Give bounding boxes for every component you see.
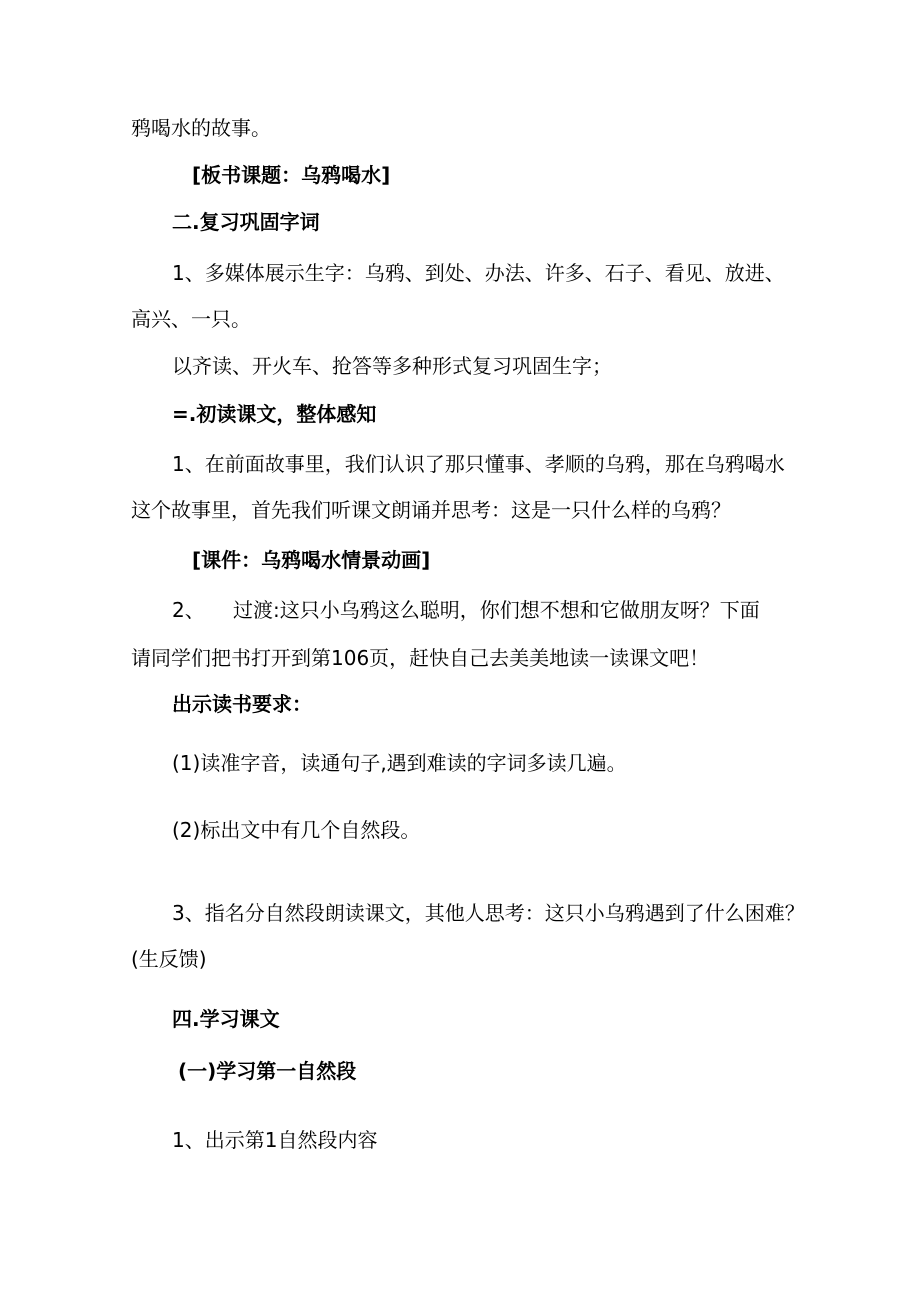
text-line: 以齐读、开火车、抢答等多种形式复习巩固生字； [172, 354, 612, 378]
list-number: 2、 [172, 598, 205, 622]
text-line: 1、在前面故事里，我们认识了那只懂事、孝顺的乌鸦，那在乌鸦喝水 [172, 452, 785, 476]
text-line: 这个故事里，首先我们听课文朗诵并思考：这是一只什么样的乌鸦？ [131, 498, 731, 522]
text-line: 请同学们把书打开到第106页，赶快自己去美美地读一读课文吧！ [131, 646, 710, 670]
courseware-note: [课件：乌鸦喝水情景动画] [192, 548, 431, 572]
text-line: 3、指名分自然段朗读课文，其他人思考：这只小乌鸦遇到了什么困难？ [172, 901, 805, 925]
subsection-heading: (一)学习第一自然段 [178, 1059, 357, 1083]
reading-requirements-heading: 出示读书要求： [172, 692, 312, 716]
text-line: 鸦喝水的故事。 [131, 116, 271, 140]
section-heading-3: =.初读课文，整体感知 [172, 402, 377, 426]
section-heading-2: 二.复习巩固字词 [172, 210, 320, 234]
text-line: 1、出示第1自然段内容 [172, 1128, 378, 1152]
text-line: 过渡:这只小乌鸦这么聪明，你们想不想和它做朋友呀？下面 [233, 598, 760, 622]
text-line: (2)标出文中有几个自然段。 [172, 818, 421, 842]
board-title-note: [板书课题：乌鸦喝水] [192, 163, 391, 187]
text-line: 1、多媒体展示生字：乌鸦、到处、办法、许多、石子、看见、放进、 [172, 261, 785, 285]
text-line: (1)读准字音，读通句子,遇到难读的字词多读几遍。 [172, 751, 627, 775]
text-line: 高兴、一只。 [131, 307, 251, 331]
text-line: (生反馈) [131, 947, 207, 971]
section-heading-4: 四.学习课文 [172, 1007, 280, 1031]
